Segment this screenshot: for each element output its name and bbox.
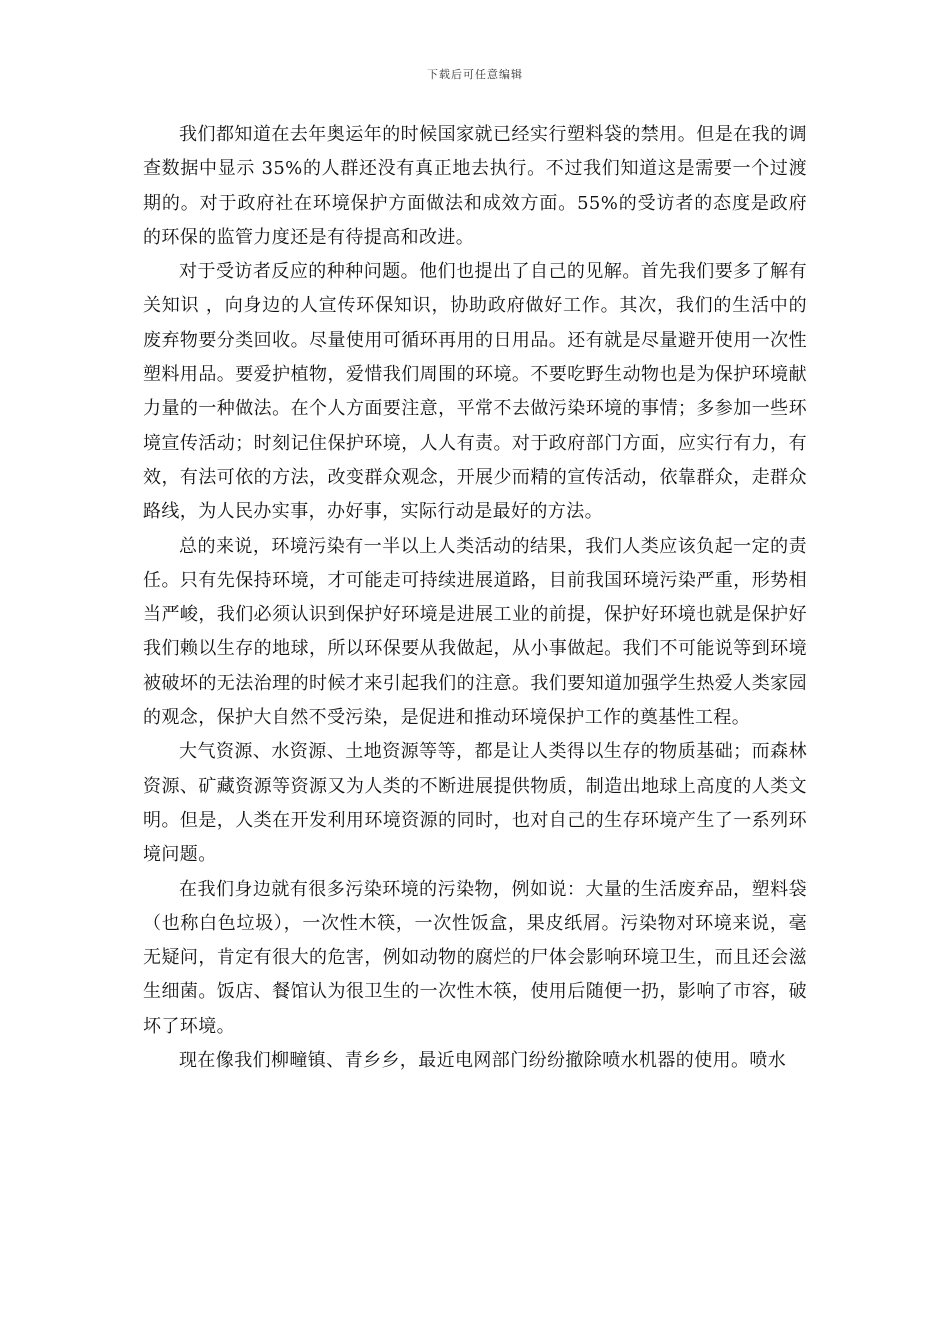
paragraph-3: 总的来说，环境污染有一半以上人类活动的结果，我们人类应该负起一定的责任。只有先保持环境，才可能走可持续进展道路，目前我国环境污染严重，形势相当严峻，我们必须认识到保护好环境是进展工业的前提，保护好环境也就是保护好我们赖以生存的地球，所以环保要从我做起，从小事做起。我们不可能说等到环境被破坏的无法治理的时候才来引起我们的注意。我们要知道加强学生热爱人类家园的观念，保护大自然不受污染，是促进和推动环境保护工作的奠基性工程。 — [143, 535, 807, 729]
paragraph-2: 对于受访者反应的种种问题。他们也提出了自己的见解。首先我们要多了解有关知识 ，向身边的人宣传环保知识，协助政府做好工作。其次，我们的生活中的废弃物要分类回收。尽量使用可循环再用的日用品。还有就是尽量避开使用一次性塑料用品。要爱护植物，爱惜我们周围的环境。不要吃野生动物也是为保护环境献力量的一种做法。在个人方面要注意，平常不去做污染环境的事情；多参加一些环境宣传活动；时刻记住保护环境，人人有责。对于政府部门方面，应实行有力，有效，有法可依的方法，改变群众观念，开展少而精的宣传活动，依靠群众，走群众路线，为人民办实事，办好事，实际行动是最好的方法。 — [143, 261, 807, 523]
paragraph-4: 大气资源、水资源、土地资源等等，都是让人类得以生存的物质基础；而森林资源、矿藏资源等资源又为人类的不断进展提供物质，制造出地球上高度的人类文明。但是，人类在开发利用环境资源的同时，也对自己的生存环境产生了一系列环境问题。 — [143, 741, 807, 866]
paragraph-5: 在我们身边就有很多污染环境的污染物，例如说：大量的生活废弃品，塑料袋（也称白色垃圾），一次性木筷，一次性饭盒，果皮纸屑。污染物对环境来说，毫无疑问，肯定有很大的危害，例如动物的腐烂的尸体会影响环境卫生，而且还会滋生细菌。饭店、餐馆认为很卫生的一次性木筷，使用后随便一扔，影响了市容，破坏了环境。 — [143, 878, 807, 1037]
paragraph-1: 我们都知道在去年奥运年的时候国家就已经实行塑料袋的禁用。但是在我的调查数据中显示 35%的人群还没有真正地去执行。不过我们知道这是需要一个过渡期的。对于政府社在环境保护方面做法和成效方面。55%的受访者的态度是政府的环保的监管力度还是有待提高和改进。 — [143, 124, 807, 248]
paragraph-6: 现在像我们柳疃镇、青乡乡，最近电网部门纷纷撤除喷水机器的使用。喷水 — [179, 1050, 787, 1072]
page-header: 下载后可任意编辑 — [427, 68, 523, 81]
document-body — [143, 118, 807, 1078]
